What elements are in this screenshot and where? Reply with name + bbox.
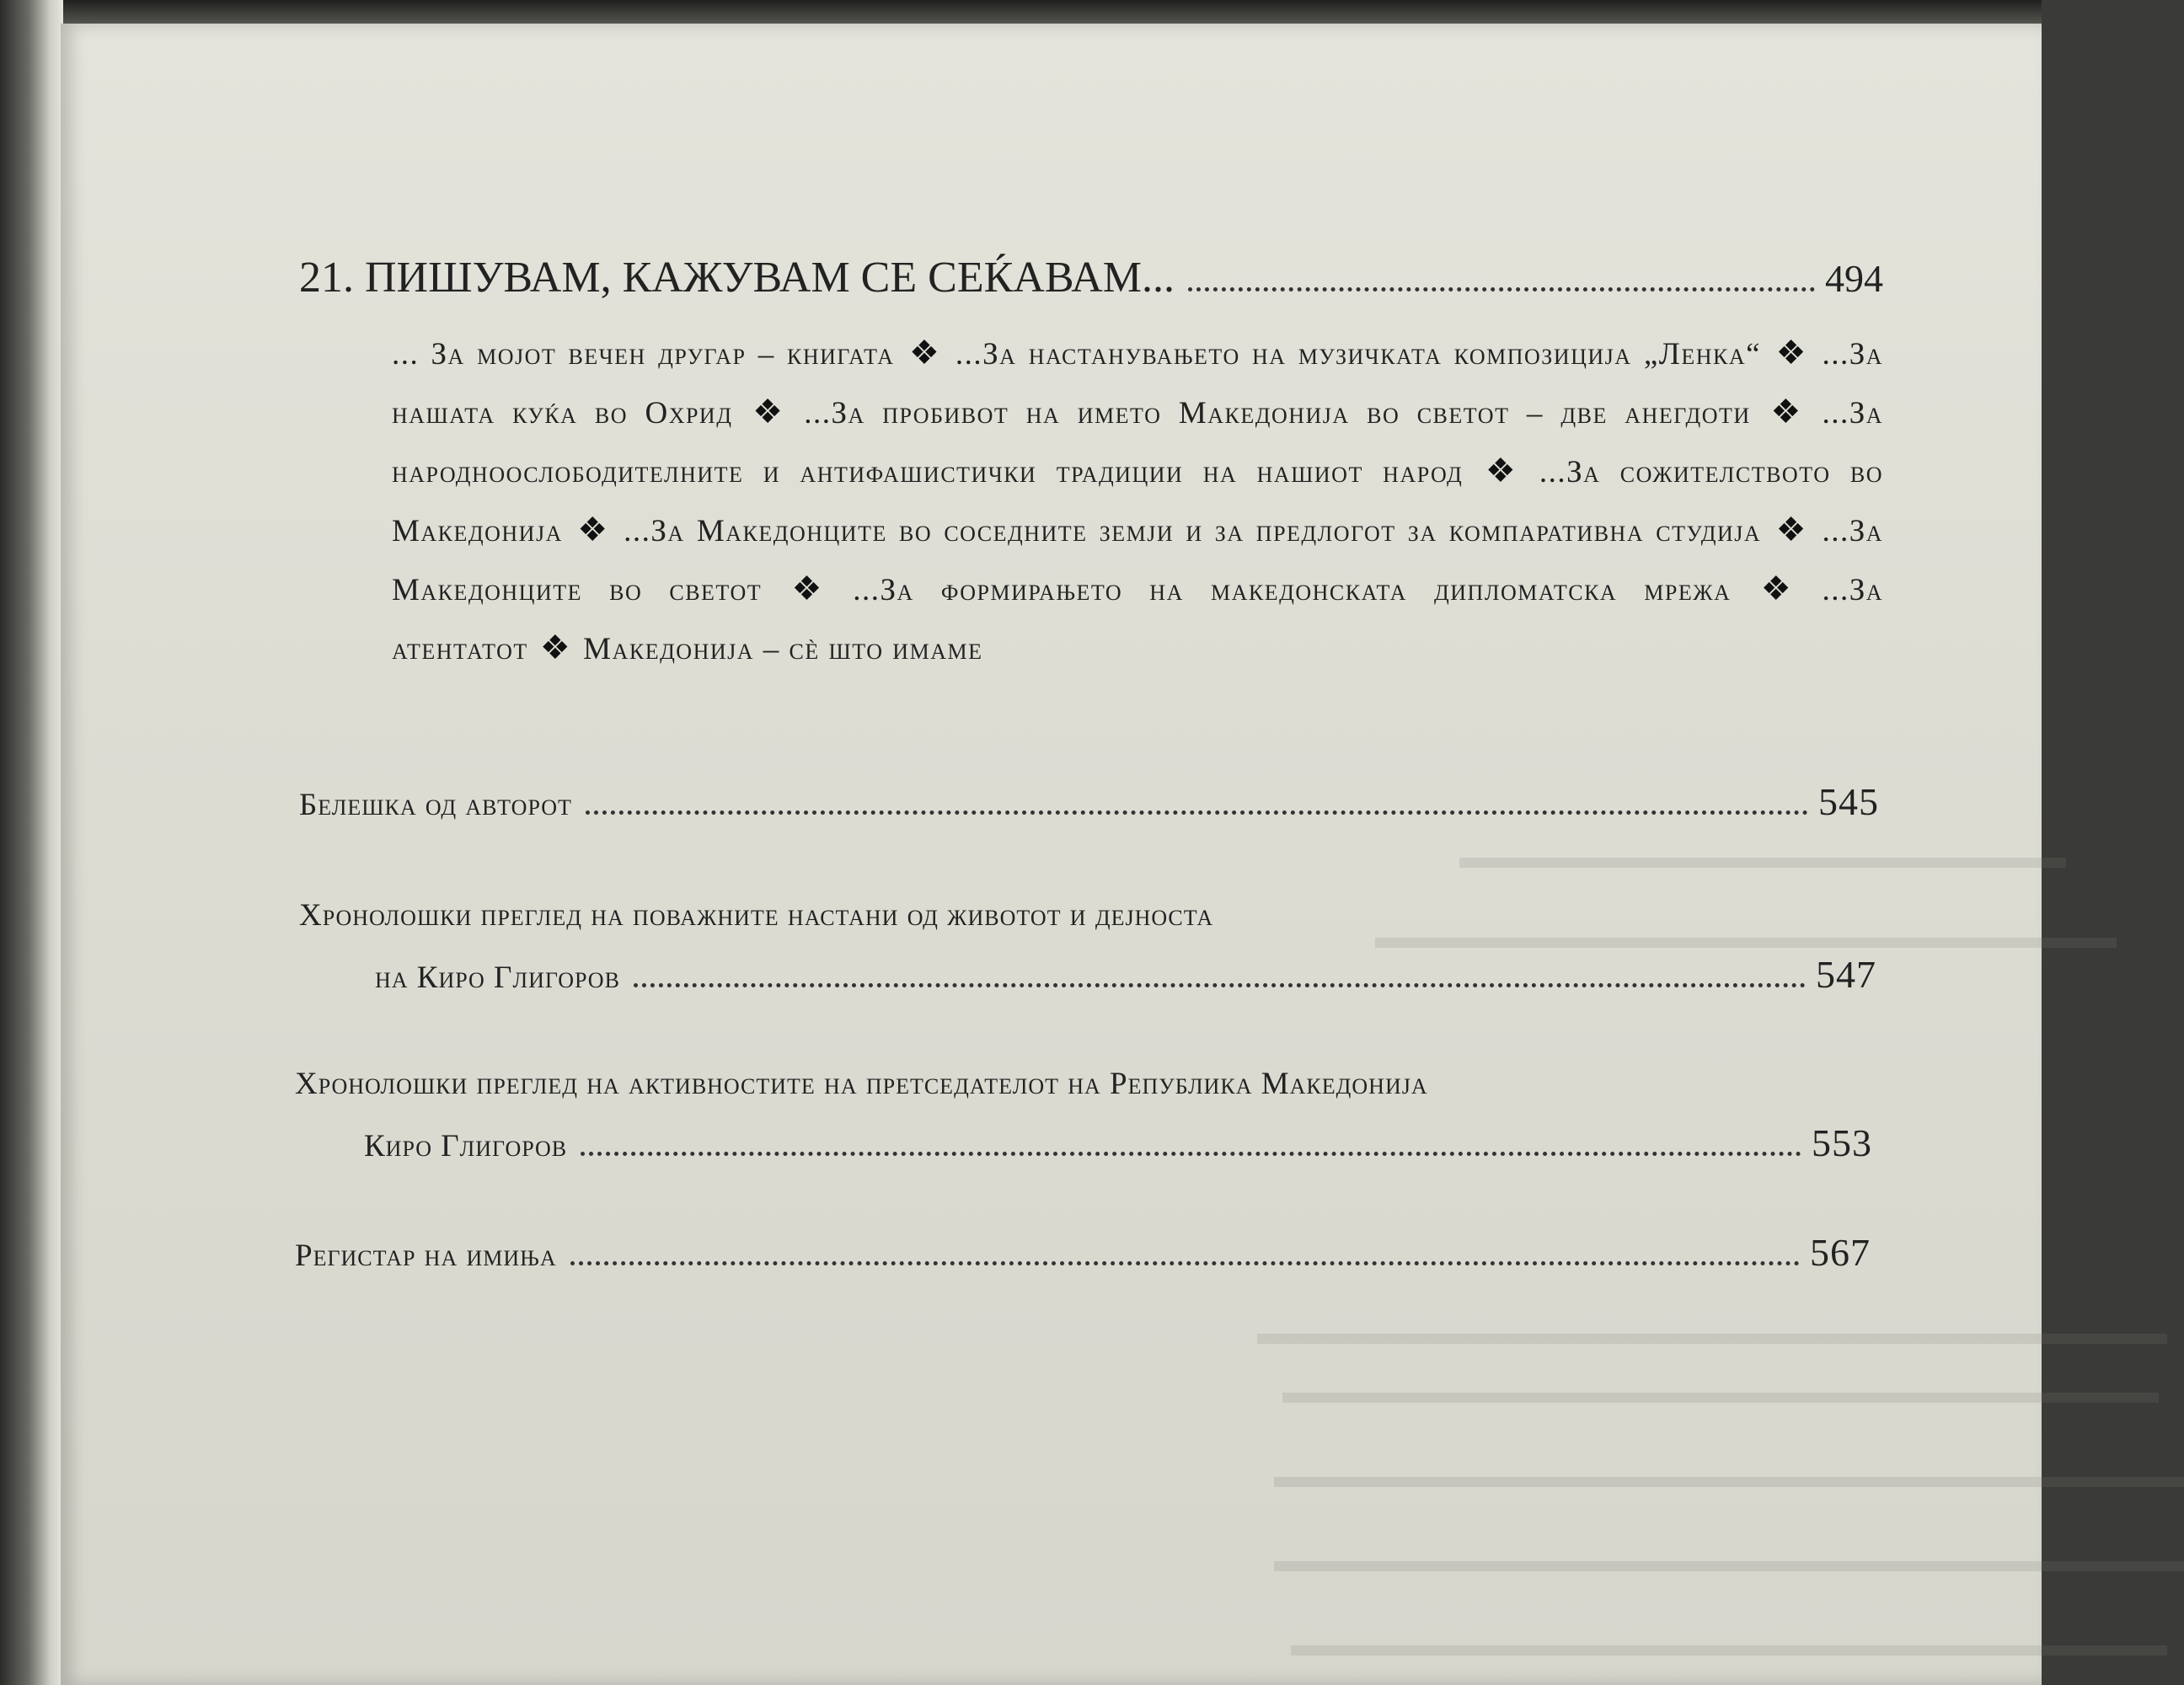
subtopic-item: ...За Македонците во соседните земји и за предлогот за компаративна студија (624, 514, 1762, 548)
page-number: 553 (1812, 1121, 1872, 1164)
chapter-subtopics (392, 324, 1883, 678)
chapter-title: 21. ПИШУВАМ, КАЖУВАМ СЕ СЕЌАВАМ... (299, 254, 1175, 302)
toc-entry-chapter-21[interactable] (299, 253, 1883, 302)
dot-leader (634, 982, 1806, 987)
show-through-text: ▬▬▬▬▬▬▬▬▬▬▬▬▬▬▬▬▬▬▬▬▬▬▬▬▬▬▬ (1257, 1313, 2167, 1351)
entry-title-line2: Киро Глигоров (364, 1129, 568, 1163)
entry-title: Регистар на имиња (295, 1238, 557, 1273)
subtopic-item: ...За нашата куќа во Охрид (392, 337, 1884, 431)
dot-leader (570, 1260, 1800, 1265)
entry-title-line1[interactable]: Хронолошки преглед на активностите на претседателот на Република Македонија (295, 1067, 1428, 1101)
toc-entry-author-note[interactable] (299, 779, 1879, 824)
ornament-icon: ❖ (774, 570, 842, 607)
ornament-icon: ❖ (1773, 334, 1811, 372)
subtopic-item: ...За народноослободителните и антифашистички традиции на нашиот народ (392, 396, 1884, 489)
subtopic-item: ...За пробивот на името Македонија во светот – две анегдоти (804, 396, 1751, 431)
subtopic-item: ...За атентатот (392, 573, 1884, 666)
dot-leader (586, 810, 1808, 815)
show-through-text: ▬▬▬▬▬▬▬▬▬▬▬▬▬▬▬▬▬▬ (1459, 837, 2066, 875)
subtopic-item: ...За Македонците во светот (392, 514, 1883, 607)
page-number: 547 (1816, 953, 1876, 996)
ornament-icon: ❖ (1762, 393, 1811, 431)
entry-title-line2: на Киро Глигоров (375, 960, 620, 995)
dot-leader (1188, 286, 1815, 292)
ornament-icon: ❖ (1475, 452, 1528, 489)
subtopic-item: ... За мојот вечен другар – книгата (392, 337, 895, 372)
toc-entry-chronology-president[interactable] (364, 1121, 1872, 1165)
ornament-icon: ❖ (574, 511, 613, 548)
ornament-icon: ❖ (906, 334, 944, 372)
ornament-icon: ❖ (744, 393, 793, 431)
subtopic-item: ...За настанувањето на музичката композиција „Ленка“ (955, 337, 1762, 372)
toc-entry-name-index[interactable] (295, 1230, 1871, 1275)
subtopic-item: Македонија – сè што имаме (583, 632, 983, 666)
ornament-icon: ❖ (1773, 511, 1811, 548)
subtopic-item: ...За формирањето на македонската дипломатска мрежа (853, 573, 1732, 607)
show-through-text: ▬▬▬▬▬▬▬▬▬▬▬▬▬▬▬▬▬▬▬▬▬▬▬▬▬▬▬ (1274, 1541, 2184, 1579)
show-through-text: ▬▬▬▬▬▬▬▬▬▬▬▬▬▬▬▬▬▬▬▬▬▬▬▬▬▬ (1282, 1372, 2159, 1410)
ornament-icon: ❖ (1742, 570, 1811, 607)
dot-leader (581, 1151, 1801, 1156)
subtopic-item: ...За сожителството во Македонија (392, 455, 1883, 548)
toc-entry-chronology-life[interactable] (375, 952, 1876, 997)
ornament-icon: ❖ (539, 629, 572, 666)
page-number: 567 (1810, 1231, 1871, 1274)
show-through-text: ▬▬▬▬▬▬▬▬▬▬▬▬▬▬▬▬▬▬▬▬▬▬ (1375, 917, 2117, 955)
show-through-text: ▬▬▬▬▬▬▬▬▬▬▬▬▬▬▬▬▬▬▬▬▬▬▬▬▬▬▬ (1274, 1457, 2184, 1495)
page-number: 494 (1825, 257, 1883, 300)
book-spine-edge (0, 0, 63, 1685)
entry-title-line1[interactable]: Хронолошки преглед на поважните настани од животот и дејноста (299, 898, 1214, 933)
page-number: 545 (1818, 780, 1879, 823)
entry-title: Белешка од авторот (299, 788, 572, 822)
show-through-text: ▬▬▬▬▬▬▬▬▬▬▬▬▬▬▬▬▬▬▬▬▬▬▬▬▬▬ (1291, 1625, 2167, 1663)
